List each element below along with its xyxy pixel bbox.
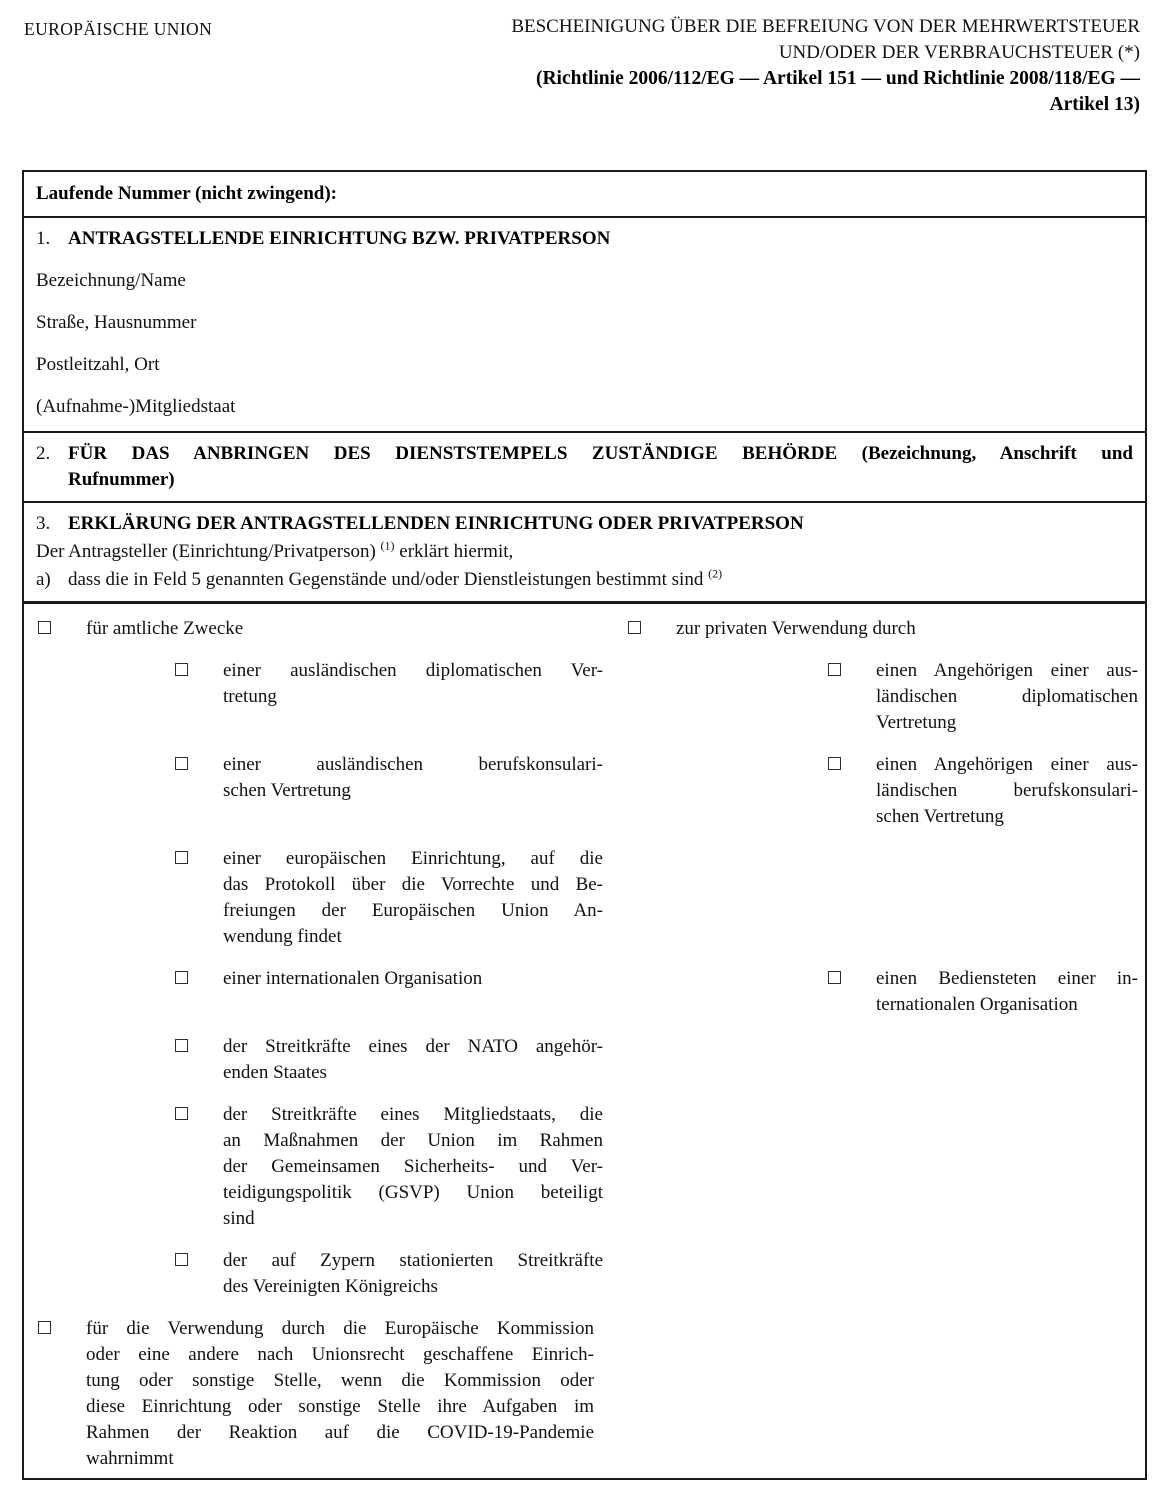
checkbox-item-member-diplomatic-mission bbox=[628, 658, 1138, 736]
text-line: freiungen der Europäischen Union An- bbox=[223, 900, 603, 921]
section-3-number: 3. bbox=[36, 513, 51, 534]
applicant-fields bbox=[36, 268, 1133, 420]
declaration-checkbox-grid bbox=[24, 601, 1145, 1478]
section-3-heading bbox=[36, 511, 1133, 537]
section-2-title-line-2: Rufnummer) bbox=[68, 469, 175, 490]
text-line: der Streitkräfte eines der NATO angehör- bbox=[223, 1036, 603, 1057]
item-label: für amtliche Zwecke bbox=[86, 618, 244, 639]
checkbox-item-european-body bbox=[38, 846, 628, 950]
checkbox-item-uk-cyprus-forces bbox=[38, 1248, 628, 1300]
item-a-label: a) bbox=[36, 569, 51, 590]
text-line: sind bbox=[223, 1208, 255, 1229]
declarer-intro-post: erklärt hiermit, bbox=[394, 541, 514, 562]
text-line: enden Staates bbox=[223, 1062, 327, 1083]
section-1-applicant bbox=[24, 216, 1145, 431]
text-line: Rahmen der Reaktion auf die COVID-19-Pandemie bbox=[86, 1422, 594, 1443]
checkbox-consular-post[interactable] bbox=[175, 757, 188, 770]
text-line: tretung bbox=[223, 686, 277, 707]
field-label-name: Bezeichnung/Name bbox=[36, 270, 186, 291]
text-line: schen Vertretung bbox=[223, 780, 351, 801]
field-row-name[interactable] bbox=[36, 268, 1133, 294]
text-line: wendung findet bbox=[223, 926, 342, 947]
text-line: der auf Zypern stationierten Streitkräfte bbox=[223, 1250, 603, 1271]
item-text bbox=[223, 1248, 603, 1300]
checkbox-item-staff-international-organisation bbox=[628, 966, 1138, 1018]
text-line: das Protokoll über die Vorrechte und Be- bbox=[223, 874, 603, 895]
item-text bbox=[223, 966, 603, 992]
directive-line-2: Artikel 13) bbox=[1049, 94, 1140, 115]
checkbox-uk-cyprus-forces[interactable] bbox=[175, 1253, 188, 1266]
text-line: wahrnimmt bbox=[86, 1448, 174, 1469]
text-line: des Vereinigten Königreichs bbox=[223, 1276, 438, 1297]
form-table bbox=[22, 170, 1147, 1480]
item-text bbox=[223, 752, 603, 804]
text-line: schen Vertretung bbox=[876, 806, 1004, 827]
serial-number-row[interactable] bbox=[24, 172, 1145, 216]
item-text bbox=[223, 658, 603, 710]
section-2-stamp-authority[interactable] bbox=[24, 431, 1145, 501]
item-label: zur privaten Verwendung durch bbox=[676, 618, 916, 639]
checkbox-item-nato-forces bbox=[38, 1034, 628, 1086]
checkbox-item-official-use bbox=[38, 616, 628, 642]
title-line-1: BESCHEINIGUNG ÜBER DIE BEFREIUNG VON DER MEHRWERTSTEUER bbox=[511, 16, 1140, 37]
checkbox-member-diplomatic-mission[interactable] bbox=[828, 663, 841, 676]
declaration-item-a bbox=[36, 567, 1133, 593]
text-line: an Maßnahmen der Union im Rahmen bbox=[223, 1130, 603, 1151]
text-line: ternationalen Organisation bbox=[876, 994, 1078, 1015]
declarer-intro-line bbox=[36, 539, 1133, 565]
checkbox-item-private-use bbox=[628, 616, 1138, 642]
field-row-street[interactable] bbox=[36, 310, 1133, 336]
serial-number-label: Laufende Nummer (nicht zwingend): bbox=[36, 183, 338, 204]
section-1-heading bbox=[36, 226, 1133, 252]
field-row-city[interactable] bbox=[36, 352, 1133, 378]
section-2-title-line-1: FÜR DAS ANBRINGEN DES DIENSTSTEMPELS ZUSTÄNDIGE BEHÖRDE (Bezeichnung, Anschrift und bbox=[68, 443, 1133, 464]
text-line: teidigungspolitik (GSVP) Union beteiligt bbox=[223, 1182, 603, 1203]
checkbox-european-body[interactable] bbox=[175, 851, 188, 864]
checkbox-private-use[interactable] bbox=[628, 621, 641, 634]
field-label-member-state: (Aufnahme-)Mitgliedstaat bbox=[36, 396, 236, 417]
text-line: der Streitkräfte eines Mitgliedstaats, die bbox=[223, 1104, 603, 1125]
item-text bbox=[223, 1102, 603, 1232]
section-3-declaration bbox=[24, 501, 1145, 601]
section-2-number: 2. bbox=[36, 443, 51, 464]
text-line: oder eine andere nach Unionsrecht geschaffene Einrich- bbox=[86, 1344, 594, 1365]
item-text bbox=[223, 846, 603, 950]
checkbox-item-diplomatic-mission bbox=[38, 658, 628, 710]
section-3-title: ERKLÄRUNG DER ANTRAGSTELLENDEN EINRICHTUNG ODER PRIVATPERSON bbox=[68, 513, 804, 534]
section-1-title: ANTRAGSTELLENDE EINRICHTUNG BZW. PRIVATPERSON bbox=[68, 228, 611, 249]
union-label: EUROPÄISCHE UNION bbox=[24, 19, 213, 39]
field-label-city: Postleitzahl, Ort bbox=[36, 354, 160, 375]
text-line: für die Verwendung durch die Europäische Kommission bbox=[86, 1318, 594, 1339]
footnote-marker-2: (2) bbox=[708, 566, 723, 581]
directive-line-1: (Richtlinie 2006/112/EG — Artikel 151 — und Richtlinie 2008/118/EG — bbox=[535, 68, 1140, 89]
text-line: einer ausländischen diplomatischen Ver- bbox=[223, 660, 603, 681]
declarer-intro-pre: Der Antragsteller (Einrichtung/Privatperson) bbox=[36, 541, 381, 562]
item-text bbox=[876, 966, 1138, 1018]
item-a-text-wrap bbox=[68, 567, 1133, 593]
item-text bbox=[876, 752, 1138, 830]
checkbox-covid-commission[interactable] bbox=[38, 1321, 51, 1334]
checkbox-member-consular-post[interactable] bbox=[828, 757, 841, 770]
field-label-street: Straße, Hausnummer bbox=[36, 312, 197, 333]
text-line: ländischen berufskonsulari- bbox=[876, 780, 1138, 801]
document-title-block bbox=[511, 14, 1140, 118]
item-text bbox=[876, 658, 1138, 736]
checkbox-item-csdp-forces bbox=[38, 1102, 628, 1232]
text-line: diese Einrichtung oder sonstige Stelle ihre Aufgaben im bbox=[86, 1396, 594, 1417]
item-a-text: dass die in Feld 5 genannten Gegenstände und/oder Dienstleistungen bestimmt sind bbox=[68, 569, 709, 590]
text-line: einen Angehörigen einer aus- bbox=[876, 754, 1138, 775]
checkbox-item-consular-post bbox=[38, 752, 628, 804]
text-line: einen Bediensteten einer in- bbox=[876, 968, 1138, 989]
text-line: der Gemeinsamen Sicherheits- und Ver- bbox=[223, 1156, 603, 1177]
title-line-2: UND/ODER DER VERBRAUCHSTEUER (*) bbox=[778, 42, 1140, 63]
text-line: ländischen diplomatischen bbox=[876, 686, 1138, 707]
text-line: einer ausländischen berufskonsulari- bbox=[223, 754, 603, 775]
section-1-number: 1. bbox=[36, 228, 51, 249]
checkbox-item-member-consular-post bbox=[628, 752, 1138, 830]
item-text bbox=[223, 1034, 603, 1086]
checkbox-csdp-forces[interactable] bbox=[175, 1107, 188, 1120]
field-row-member-state[interactable] bbox=[36, 394, 1133, 420]
text-line: einer internationalen Organisation bbox=[223, 968, 483, 989]
checkbox-item-international-organisation bbox=[38, 966, 628, 992]
footnote-marker-1: (1) bbox=[380, 538, 395, 553]
checkbox-diplomatic-mission[interactable] bbox=[175, 663, 188, 676]
text-line: Vertretung bbox=[876, 712, 957, 733]
checkbox-staff-international-organisation[interactable] bbox=[828, 971, 841, 984]
checkbox-nato-forces[interactable] bbox=[175, 1039, 188, 1052]
text-line: einen Angehörigen einer aus- bbox=[876, 660, 1138, 681]
section-2-title bbox=[68, 441, 1133, 493]
checkbox-international-organisation[interactable] bbox=[175, 971, 188, 984]
text-line: einer europäischen Einrichtung, auf die bbox=[223, 848, 603, 869]
page-header bbox=[0, 0, 1168, 118]
checkbox-item-covid-commission bbox=[38, 1316, 628, 1472]
text-line: tung oder sonstige Stelle, wenn die Kommission oder bbox=[86, 1370, 594, 1391]
section-2-heading bbox=[36, 441, 1133, 493]
item-text bbox=[86, 1316, 594, 1472]
checkbox-official-use[interactable] bbox=[38, 621, 51, 634]
